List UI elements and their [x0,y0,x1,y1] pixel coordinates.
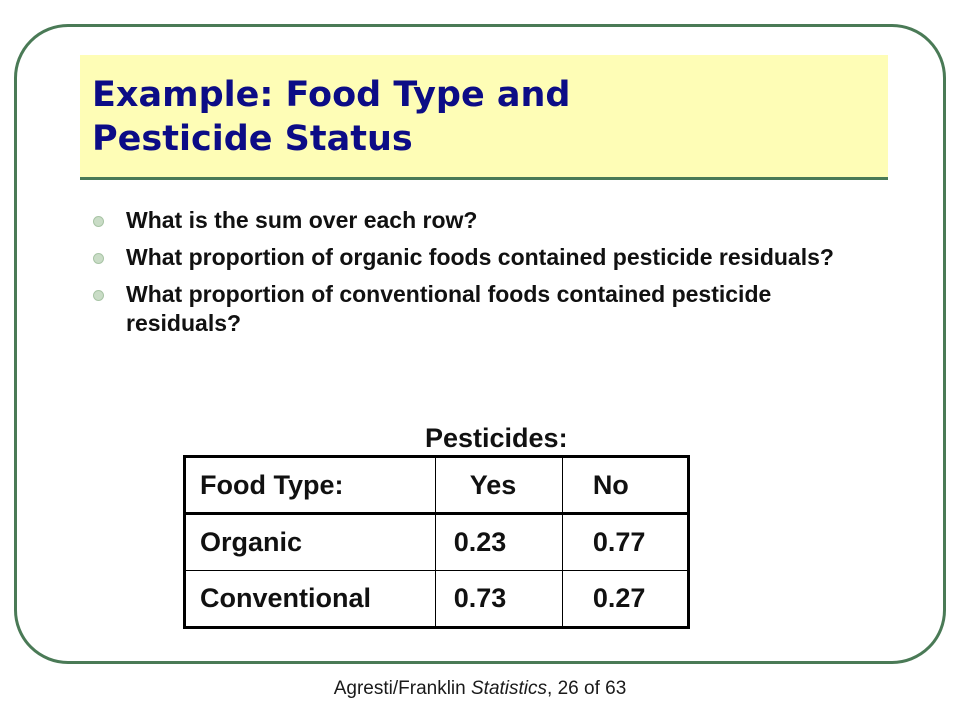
pesticides-column-label: Pesticides: [425,423,568,453]
bullet-list [90,206,850,346]
slide-footer [0,678,960,700]
cell-yes: 0.73 [435,571,562,628]
bullet-item [90,280,850,338]
header-food-type: Food Type: [185,457,436,514]
table-row [185,514,689,571]
bullet-text: What proportion of organic foods contained pesticide residuals? [126,244,834,270]
row-label: Organic [185,514,436,571]
title-box [80,55,888,177]
bullet-item [90,243,850,272]
bullet-dot-icon [93,216,104,227]
cell-no: 0.77 [562,514,688,571]
footer-book-title: Statistics [471,678,548,699]
footer-authors: Agresti/Franklin [333,678,466,699]
footer-page-number: , 26 of 63 [547,678,627,699]
row-label: Conventional [185,571,436,628]
title-line-1: Example: Food Type and [92,75,571,115]
contingency-table [183,455,690,629]
bullet-item [90,206,850,235]
title-line-2: Pesticide Status [92,119,413,159]
header-no: No [562,457,688,514]
bullet-text: What proportion of conventional foods contained pesticide residuals? [126,281,772,336]
bullet-dot-icon [93,253,104,264]
slide-title [92,73,882,161]
table-row [185,571,689,628]
header-yes: Yes [435,457,562,514]
cell-yes: 0.23 [435,514,562,571]
title-divider [80,177,888,180]
bullet-dot-icon [93,290,104,301]
table-header-row [185,457,689,514]
cell-no: 0.27 [562,571,688,628]
bullet-text: What is the sum over each row? [126,207,478,233]
